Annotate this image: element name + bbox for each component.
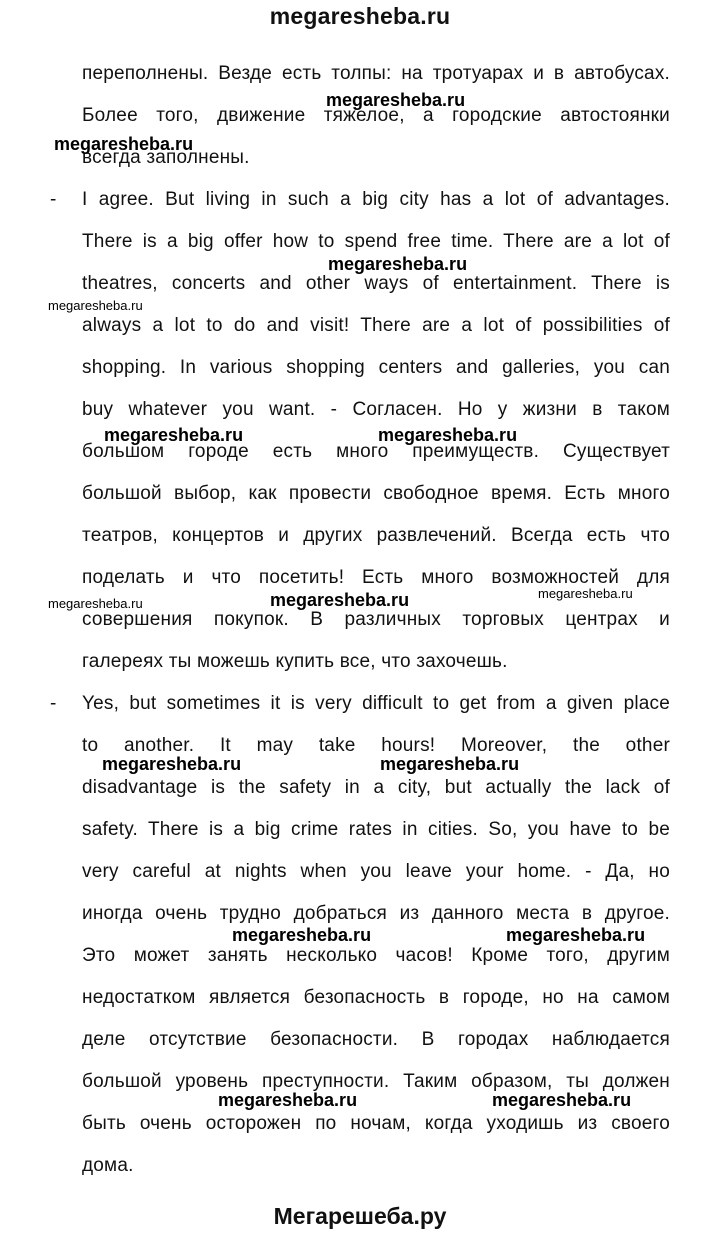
text-line: галереях ты можешь купить все, что захочешь. <box>82 651 508 672</box>
text-line: совершения покупок. В различных торговых центрах и <box>82 609 670 630</box>
text-line: поделать и что посетить! Есть много возможностей для <box>82 567 670 588</box>
text-line: театров, концертов и других развлечений. Всегда есть что <box>82 525 670 546</box>
text-line: There is a big offer how to spend free time. There are a lot of <box>82 231 670 252</box>
watermark: megaresheba.ru <box>378 425 518 445</box>
watermark: megaresheba.ru <box>104 425 244 445</box>
text-line: всегда заполнены. <box>82 147 250 168</box>
watermark: megaresheba.ru <box>506 925 646 945</box>
watermark: megaresheba.ru <box>326 90 466 110</box>
watermark: megaresheba.ru <box>48 298 143 313</box>
text-line: I agree. But living in such a big city has a lot of advantages. <box>82 189 670 210</box>
text-line: большом городе есть много преимуществ. Существует <box>82 441 670 462</box>
text-line: Это может занять несколько часов! Кроме того, другим <box>82 945 670 966</box>
text-line: disadvantage is the safety in a city, but actually the lack of <box>82 777 670 798</box>
watermark: megaresheba.ru <box>270 590 410 610</box>
site-header: megaresheba.ru <box>269 3 451 29</box>
text-line: theatres, concerts and other ways of entertainment. There is <box>82 273 670 294</box>
text-line: shopping. In various shopping centers and galleries, you can <box>82 357 670 378</box>
text-line: Более того, движение тяжелое, а городские автостоянки <box>82 105 670 126</box>
text-line: переполнены. Везде есть толпы: на тротуарах и в автобусах. <box>82 63 670 84</box>
text-line: Yes, but sometimes it is very difficult to get from a given place <box>82 693 670 714</box>
watermark: megaresheba.ru <box>232 925 372 945</box>
watermark: megaresheba.ru <box>218 1090 358 1110</box>
watermark: megaresheba.ru <box>48 596 143 611</box>
dialogue-dash: - <box>50 693 57 714</box>
watermark: megaresheba.ru <box>380 754 520 774</box>
text-line: быть очень осторожен по ночам, когда уходишь из своего <box>82 1113 670 1134</box>
watermark: megaresheba.ru <box>492 1090 632 1110</box>
text-line: always a lot to do and visit! There are a lot of possibilities of <box>82 315 670 336</box>
watermark: megaresheba.ru <box>328 254 468 274</box>
text-line: деле отсутствие безопасности. В городах наблюдается <box>82 1029 670 1050</box>
text-line: to another. It may take hours! Moreover, the other <box>82 735 670 756</box>
text-line: большой выбор, как провести свободное время. Есть много <box>82 483 670 504</box>
text-line: иногда очень трудно добраться из данного места в другое. <box>82 903 670 924</box>
text-line: большой уровень преступности. Таким образом, ты должен <box>82 1071 670 1092</box>
watermark: megaresheba.ru <box>538 586 633 601</box>
text-line: дома. <box>82 1155 134 1176</box>
watermark: megaresheba.ru <box>54 134 194 154</box>
text-line: safety. There is a big crime rates in cities. So, you have to be <box>82 819 670 840</box>
text-line: buy whatever you want. - Согласен. Но у жизни в таком <box>82 399 670 420</box>
text-line: недостатком является безопасность в городе, но на самом <box>82 987 670 1008</box>
dialogue-dash: - <box>50 189 57 210</box>
text-line: very careful at nights when you leave your home. - Да, но <box>82 861 670 882</box>
watermark: megaresheba.ru <box>102 754 242 774</box>
site-footer: Мегарешеба.ру <box>273 1203 447 1229</box>
